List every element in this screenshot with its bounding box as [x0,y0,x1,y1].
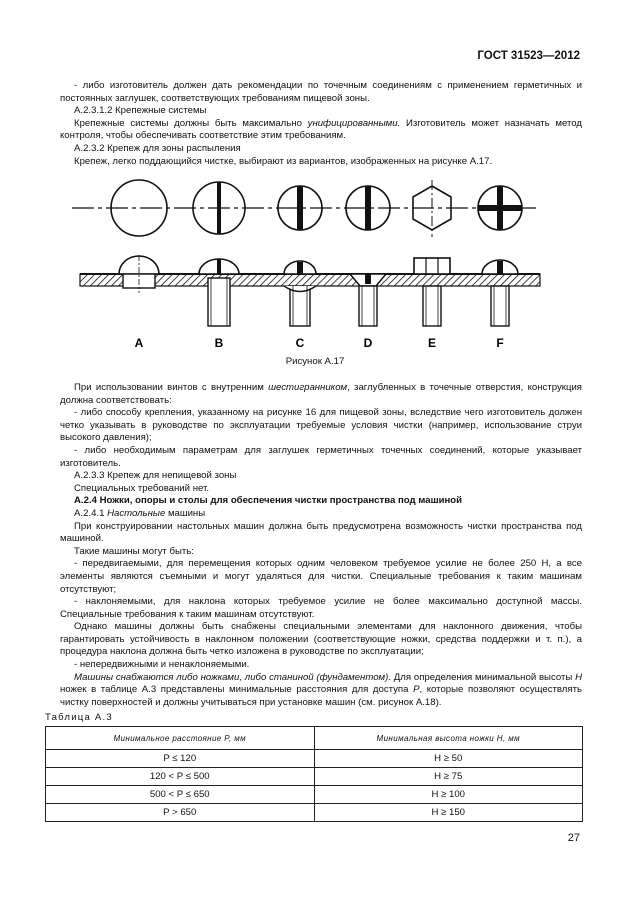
section-heading: А.2.3.3 Крепеж для непищевой зоны [74,470,237,482]
section-c [284,261,316,326]
section-a [119,255,159,293]
section-heading: А.2.4.1 Настольные машины [74,507,206,519]
table-row [46,768,583,786]
paragraph: - непередвижными и ненаклоняемыми. [74,659,250,671]
table-header-cell: Минимальная высота ножки H, мм [314,727,583,750]
paragraph: Специальных требований нет. [74,482,210,494]
figure-label-c: C [295,336,305,350]
table-cell: H ≥ 50 [314,750,583,768]
figure-fasteners [62,165,542,350]
paragraph: - передвигаемыми, для перемещения которых одним человеком требуемое усилие не более 250 Н, а все элементы являются съемными и могут удаляться для чистки. Специальные требования к таким машинам отсутствуют; [60,558,582,595]
paragraph: Такие машины могут быть: [74,545,194,557]
table-cell: P ≤ 120 [46,750,315,768]
figure-label-a: A [134,336,144,350]
section-e [414,258,450,326]
table-header-cell: Минимальное расстояние P, мм [46,727,315,750]
top-view-f [478,186,522,230]
emphasis: унифицированными. [307,117,401,129]
table-caption: Таблица А.3 [45,712,113,723]
table-row [46,804,583,822]
figure-label-e: E [427,336,437,350]
paragraph: - наклоняемыми, для наклона которых требуемое усилие не более максимально доступной массы. Специальные требования к таким машинам отсутствуют. [60,596,582,620]
emphasis: Настольные [107,507,166,519]
paragraph: При конструировании настольных машин должна быть предусмотрена возможность чистки пространства под машиной. [60,520,582,545]
section-heading: А.2.4 Ножки, опоры и столы для обеспечения чистки пространства под машиной [74,495,463,507]
emphasis: Машины снабжаются либо ножками, либо станиной (фундаментом). [74,671,391,683]
table-cell: P > 650 [46,804,315,822]
paragraph: - либо изготовитель должен дать рекомендации по точечным соединениям с применением герметичных и постоянных заглушек, соответствующих требованиям пищевой зоны. [60,80,582,104]
section-heading: А.2.3.2 Крепеж для зоны распыления [74,142,241,154]
paragraph: - либо необходимым параметрам для заглушек герметичных точечных соединений, которые указывает изготовитель. [60,444,582,469]
paragraph: При использовании винтов с внутренним шестигранником, заглубленных в точечные отверстия, конструкция должна соответствовать: [60,382,582,406]
main-text-block [60,382,582,709]
paragraph: Однако машины должны быть снабжены специальными элементами для наклонного движения, чтобы гарантировать устойчивость в наклонном положении (соответствующие ножки, средства поддержки и т. п.), а процедура наклона должна быть четко изложена в руководстве по эксплуатации; [60,621,582,658]
table-cell: H ≥ 150 [314,804,583,822]
figure-label-d: D [363,336,373,350]
table-a3 [45,726,583,822]
table-cell: 500 < P ≤ 650 [46,786,315,804]
section-heading: А.2.3.1.2 Крепежные системы [74,105,207,117]
table-cell: 120 < P ≤ 500 [46,768,315,786]
page-number: 27 [567,832,580,844]
figure-label-f: F [496,336,504,350]
intro-block [60,80,582,168]
figure-label-b: B [214,336,224,350]
table-cell: H ≥ 100 [314,786,583,804]
paragraph: Крепежные системы должны быть максимально унифицированными. Изготовитель может назначать метод контроля, чтобы обеспечивать соответствие этим требованиям. [60,117,582,142]
section-f [482,260,518,326]
table-header-row [46,727,583,750]
emphasis: шестигранником [268,382,348,393]
paragraph: Машины снабжаются либо ножками, либо станиной (фундаментом). Для определения минимальной высоты H ножек в таблице А.3 представлены минимальные расстояния для доступа P, которые позволяют осуществлять чистку поверхностей и должны учитываться при установке машин (см. рисунок А.18). [60,671,582,708]
paragraph: Крепеж, легко поддающийся чистке, выбирают из вариантов, изображенных на рисунке А.17. [74,155,493,167]
standard-header: ГОСТ 31523—2012 [477,50,580,62]
section-b [199,259,239,326]
paragraph: - либо способу крепления, указанному на рисунке 16 для пищевой зоны, вследствие чего изготовитель должен четко указывать в руководстве по эксплуатации требуемые условия чистки (например, использование струи высокого давления); [60,407,582,444]
table-row [46,786,583,804]
table-cell: H ≥ 75 [314,768,583,786]
figure-caption: Рисунок А.17 [285,356,345,367]
table-row [46,750,583,768]
